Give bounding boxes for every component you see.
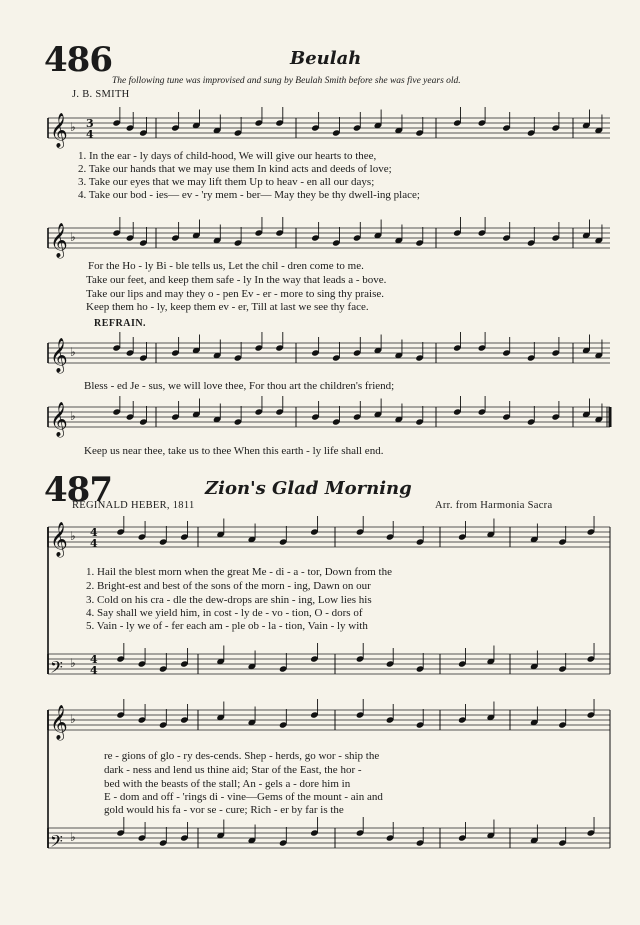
time-signature-487-treble: 4 <box>90 526 98 539</box>
flat-icon: ♭ <box>70 120 76 134</box>
flat-icon: ♭ <box>70 529 76 543</box>
lyric-487-s1-v5: 5. Vain - ly we of - fer each am - ple ob - la - tion, Vain - ly with <box>86 620 368 632</box>
bass-clef-icon: 𝄢 <box>50 657 63 681</box>
flat-icon: ♭ <box>70 345 76 359</box>
treble-clef-icon: 𝄞 <box>50 705 68 740</box>
hymn-note-486: The following tune was improvised and sung by Beulah Smith before she was five years old. <box>112 76 461 86</box>
author-487: REGINALD HEBER, 1811 <box>72 500 195 511</box>
time-signature-top: 3 <box>86 117 94 130</box>
hymn-title-487: Zion's Glad Morning <box>205 478 412 499</box>
lyric-486-s1-v1: 1. In the ear - ly days of child-hood, We will give our hearts to thee, <box>78 150 377 162</box>
time-signature-487-bass: 4 <box>90 653 98 666</box>
lyric-487-s1-v4: 4. Say shall we yield him, in cost - ly de - vo - tion, O - dors of <box>86 607 363 619</box>
lyric-refrain-1: Bless - ed Je - sus, we will love thee, For thou art the children's friend; <box>84 380 395 392</box>
flat-icon: ♭ <box>70 712 76 726</box>
lyric-487-s2-v5: gold would his fa - vor se - cure; Rich - er by far is the <box>104 804 344 816</box>
treble-clef-icon: 𝄞 <box>50 402 68 437</box>
hymn-title-486: Beulah <box>290 48 362 69</box>
lyric-486-s1-v2: 2. Take our hands that we may use them In kind acts and deeds of love; <box>78 163 392 175</box>
time-signature-487-treble: 4 <box>90 537 98 550</box>
treble-clef-icon: 𝄞 <box>50 338 68 373</box>
lyric-487-s2-v2: dark - ness and lend us thine aid; Star of the East, the hor - <box>104 764 362 776</box>
lyric-487-s1-v2: 2. Bright-est and best of the sons of the morn - ing, Dawn on our <box>86 580 371 592</box>
treble-clef-icon: 𝄞 <box>50 113 68 148</box>
bass-clef-icon: 𝄢 <box>50 831 63 855</box>
time-signature-bottom: 4 <box>86 128 94 141</box>
flat-icon: ♭ <box>70 830 76 844</box>
composer-486: J. B. SMITH <box>72 89 130 100</box>
lyric-486-s2-v1: For the Ho - ly Bi - ble tells us, Let the chil - dren come to me. <box>88 260 364 272</box>
lyric-486-s1-v4: 4. Take our bod - ies— ev - 'ry mem - ber— May they be thy dwell-ing place; <box>78 189 420 201</box>
lyric-refrain-2: Keep us near thee, take us to thee When this earth - ly life shall end. <box>84 445 384 457</box>
treble-clef-icon: 𝄞 <box>50 522 68 557</box>
arranger-487: Arr. from Harmonia Sacra <box>435 500 553 511</box>
flat-icon: ♭ <box>70 230 76 244</box>
lyric-487-s1-v3: 3. Cold on his cra - dle the dew-drops are shin - ing, Low lies his <box>86 594 372 606</box>
treble-clef-icon: 𝄞 <box>50 223 68 258</box>
time-signature-487-bass: 4 <box>90 664 98 677</box>
lyric-487-s2-v4: E - dom and off - 'rings di - vine—Gems of the mount - ain and <box>104 791 383 803</box>
refrain-label: REFRAIN. <box>94 318 147 329</box>
lyric-486-s1-v3: 3. Take our eyes that we may lift them Up to heav - en all our days; <box>78 176 375 188</box>
lyric-487-s1-v1: 1. Hail the blest morn when the great Me - di - a - tor, Down from the <box>86 566 392 578</box>
lyric-486-s2-v2: Take our feet, and keep them safe - ly In the way that leads a - bove. <box>86 274 387 286</box>
hymn-number-487: 487 <box>44 470 112 510</box>
lyric-486-s2-v4: Keep them ho - ly, keep them ev - er, Till at last we see thy face. <box>86 301 369 313</box>
hymn-number-486: 486 <box>44 40 112 80</box>
lyric-487-s2-v3: bed with the beasts of the stall; An - gels a - dore him in <box>104 778 351 790</box>
flat-icon: ♭ <box>70 656 76 670</box>
lyric-487-s2-v1: re - gions of glo - ry des-cends. Shep - herds, go wor - ship the <box>104 750 380 762</box>
flat-icon: ♭ <box>70 409 76 423</box>
lyric-486-s2-v3: Take our lips and may they o - pen Ev - er - more to sing thy praise. <box>86 288 384 300</box>
